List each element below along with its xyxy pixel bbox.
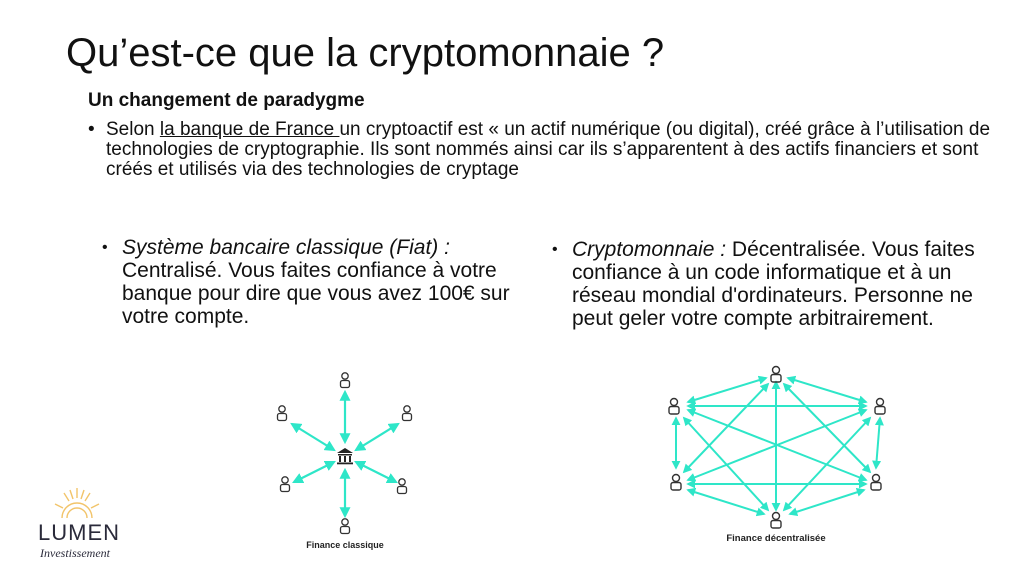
intro-bullet (88, 120, 1003, 180)
bullet-dot: • (88, 119, 95, 140)
person-icon (278, 406, 287, 421)
fiat-text (122, 236, 527, 328)
arrow (684, 384, 768, 472)
logo-name: LUMEN (38, 520, 121, 545)
arrow (876, 418, 880, 468)
arrow (684, 418, 768, 510)
arrow (294, 462, 334, 482)
crypto-text (572, 238, 992, 330)
intro-after-link: un cryptoactif est « un actif numérique (ou digital), créé grâce à l’utilisation de technologies de cryptographie. Ils sont nommés ainsi car ils s’apparentent à des actifs financiers et sont créés et utilisés via des technologies de cryptage (106, 119, 991, 180)
logo-tagline: Investissement (40, 546, 110, 560)
fiat-bullet (102, 236, 527, 328)
lumen-logo (34, 486, 134, 566)
centralized-finance-diagram (250, 358, 440, 558)
sun-icon (52, 486, 102, 520)
arrow (788, 378, 866, 402)
person-icon (671, 475, 681, 491)
slide-title: Qu’est-ce que la cryptomonnaie ? (66, 31, 665, 75)
arrow (784, 418, 870, 510)
person-icon (398, 479, 407, 494)
intro-before-link: Selon (106, 119, 160, 140)
fiat-term: Système bancaire classique (Fiat) : (122, 236, 450, 259)
person-icon (875, 399, 885, 415)
banque-de-france-link[interactable]: la banque de France (159, 119, 340, 140)
intro-text (106, 120, 1003, 180)
arrow (356, 424, 398, 450)
bank-icon (337, 448, 353, 464)
arrow (784, 384, 870, 472)
person-icon (281, 477, 290, 492)
crypto-description: Décentralisée. Vous faites confiance à un code informatique et à un réseau mondial d'ordinateurs. Personne ne peut geler votre compte arbitrairement. (572, 238, 975, 330)
bullet-dot: • (102, 239, 108, 256)
person-icon (771, 513, 781, 529)
arrow (292, 424, 334, 450)
arrow (356, 462, 396, 482)
fiat-description: Centralisé. Vous faites confiance à votre banque pour dire que vous avez 100€ sur votre compte. (122, 259, 510, 328)
decentralized-finance-diagram (648, 360, 910, 546)
person-icon (771, 367, 781, 383)
person-icon (341, 519, 350, 534)
crypto-bullet (552, 238, 992, 354)
slide-subtitle: Un changement de paradygme (88, 90, 365, 111)
person-icon (341, 373, 350, 388)
diagram-right-caption: Finance décentralisée (726, 533, 826, 544)
person-icon (669, 399, 679, 415)
diagram-left-caption: Finance classique (306, 540, 384, 550)
person-icon (403, 406, 412, 421)
crypto-term: Cryptomonnaie : (572, 238, 727, 261)
person-icon (871, 475, 881, 491)
mesh-arrows (676, 378, 880, 514)
bullet-dot: • (552, 241, 558, 258)
arrow (790, 490, 864, 514)
